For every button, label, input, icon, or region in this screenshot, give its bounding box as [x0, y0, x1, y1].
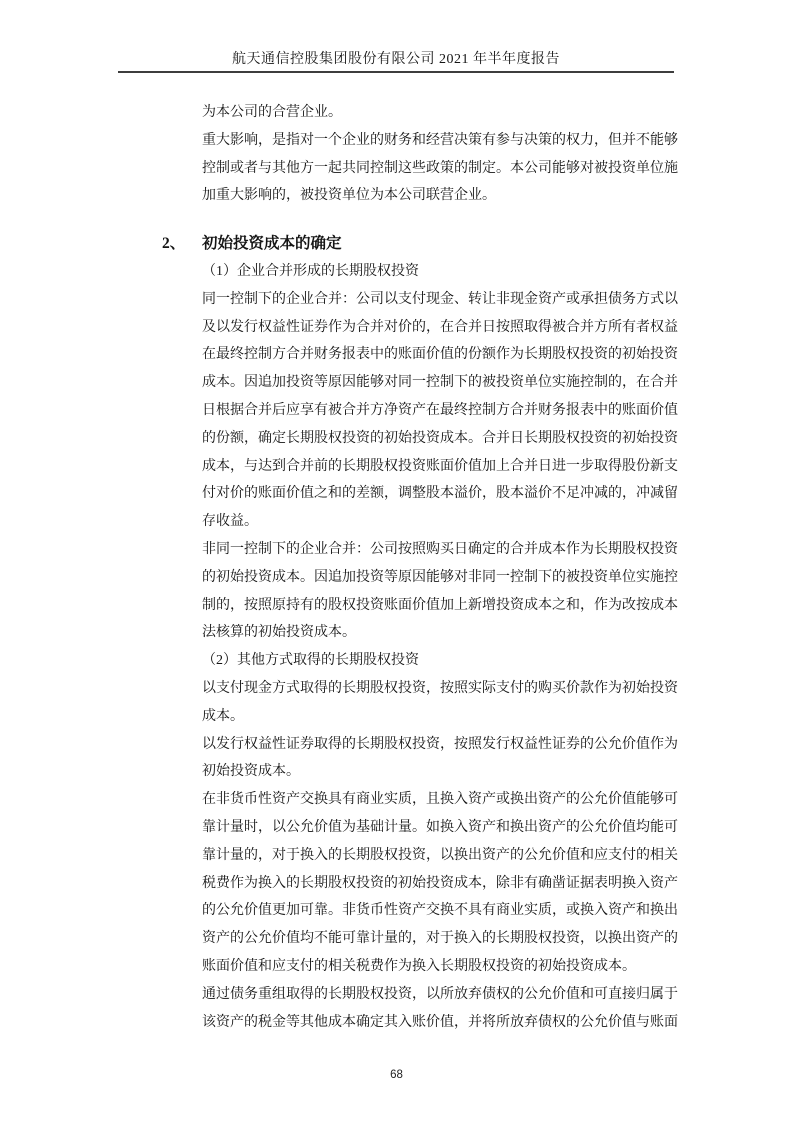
page-content [162, 99, 678, 1036]
paragraph-continuation: 为本公司的合营企业。 [202, 105, 342, 120]
paragraph-nonmonetary-exchange: 在非货币性资产交换具有商业实质，且换入资产或换出资产的公允价值能够可靠计量时，以公允价值为基础计量。如换入资产和换出资产的公允价值均能可靠计量的，对于换入的长期股权投资，以换出资产的公允价值和应支付的相关税费作为换入的长期股权投资的初始投资成本，除非有确凿证据表明换入资产的公允价值更加可靠。非货币性资产交换不具有商业实质，或换入资产和换出资产的公允价值均不能可靠计量的，对于换入的长期股权投资，以换出资产的账面价值和应支付的相关税费作为换入长期股权投资的初始投资成本。 [202, 792, 678, 974]
report-header-title: 航天通信控股集团股份有限公司 2021 年半年度报告 [232, 52, 560, 67]
header-divider [118, 71, 674, 73]
paragraph-subheading-2: （2）其他方式取得的长期股权投资 [202, 653, 419, 669]
paragraph-equity-securities: 以发行权益性证券取得的长期股权投资，按照发行权益性证券的公允价值作为初始投资成本。 [202, 736, 678, 780]
paragraph-non-same-control-merger: 非同一控制下的企业合并：公司按照购买日确定的合并成本作为长期股权投资的初始投资成本。因追加投资等原因能够对非同一控制下的被投资单位实施控制的，按照原持有的股权投资账面价值加上新增投资成本之和，作为改按成本法核算的初始投资成本。 [202, 541, 678, 641]
paragraph-subheading-1: （1）企业合并形成的长期股权投资 [202, 263, 419, 279]
page-number: 68 [390, 1069, 403, 1081]
paragraph-same-control-merger: 同一控制下的企业合并：公司以支付现金、转让非现金资产或承担债务方式以及以发行权益性证券作为合并对价的，在合并日按照取得被合并方所有者权益在最终控制方合并财务报表中的账面价值的份额作为长期股权投资的初始投资成本。因追加投资等原因能够对同一控制下的被投资单位实施控制的，在合并日根据合并后应享有被合并方净资产在最终控制方合并财务报表中的账面价值的份额，确定长期股权投资的初始投资成本。合并日长期股权投资的初始投资成本，与达到合并前的长期股权投资账面价值加上合并日进一步取得股份新支付对价的账面价值之和的差额，调整股本溢价，股本溢价不足冲减的，冲减留存收益。 [202, 291, 678, 530]
paragraph-cash-payment: 以支付现金方式取得的长期股权投资，按照实际支付的购买价款作为初始投资成本。 [202, 680, 678, 724]
section-title: 初始投资成本的确定 [202, 235, 342, 253]
section-heading [162, 230, 678, 258]
section-number: 2、 [162, 235, 186, 253]
paragraph-debt-restructuring: 通过债务重组取得的长期股权投资，以所放弃债权的公允价值和可直接归属于该资产的税金等其他成本确定其入账价值，并将所放弃债权的公允价值与账面 [202, 986, 678, 1030]
paragraph-significant-influence: 重大影响，是指对一个企业的财务和经营决策有参与决策的权力，但并不能够控制或者与其他方一起共同控制这些政策的制定。本公司能够对被投资单位施加重大影响的，被投资单位为本公司联营企业。 [202, 132, 678, 204]
